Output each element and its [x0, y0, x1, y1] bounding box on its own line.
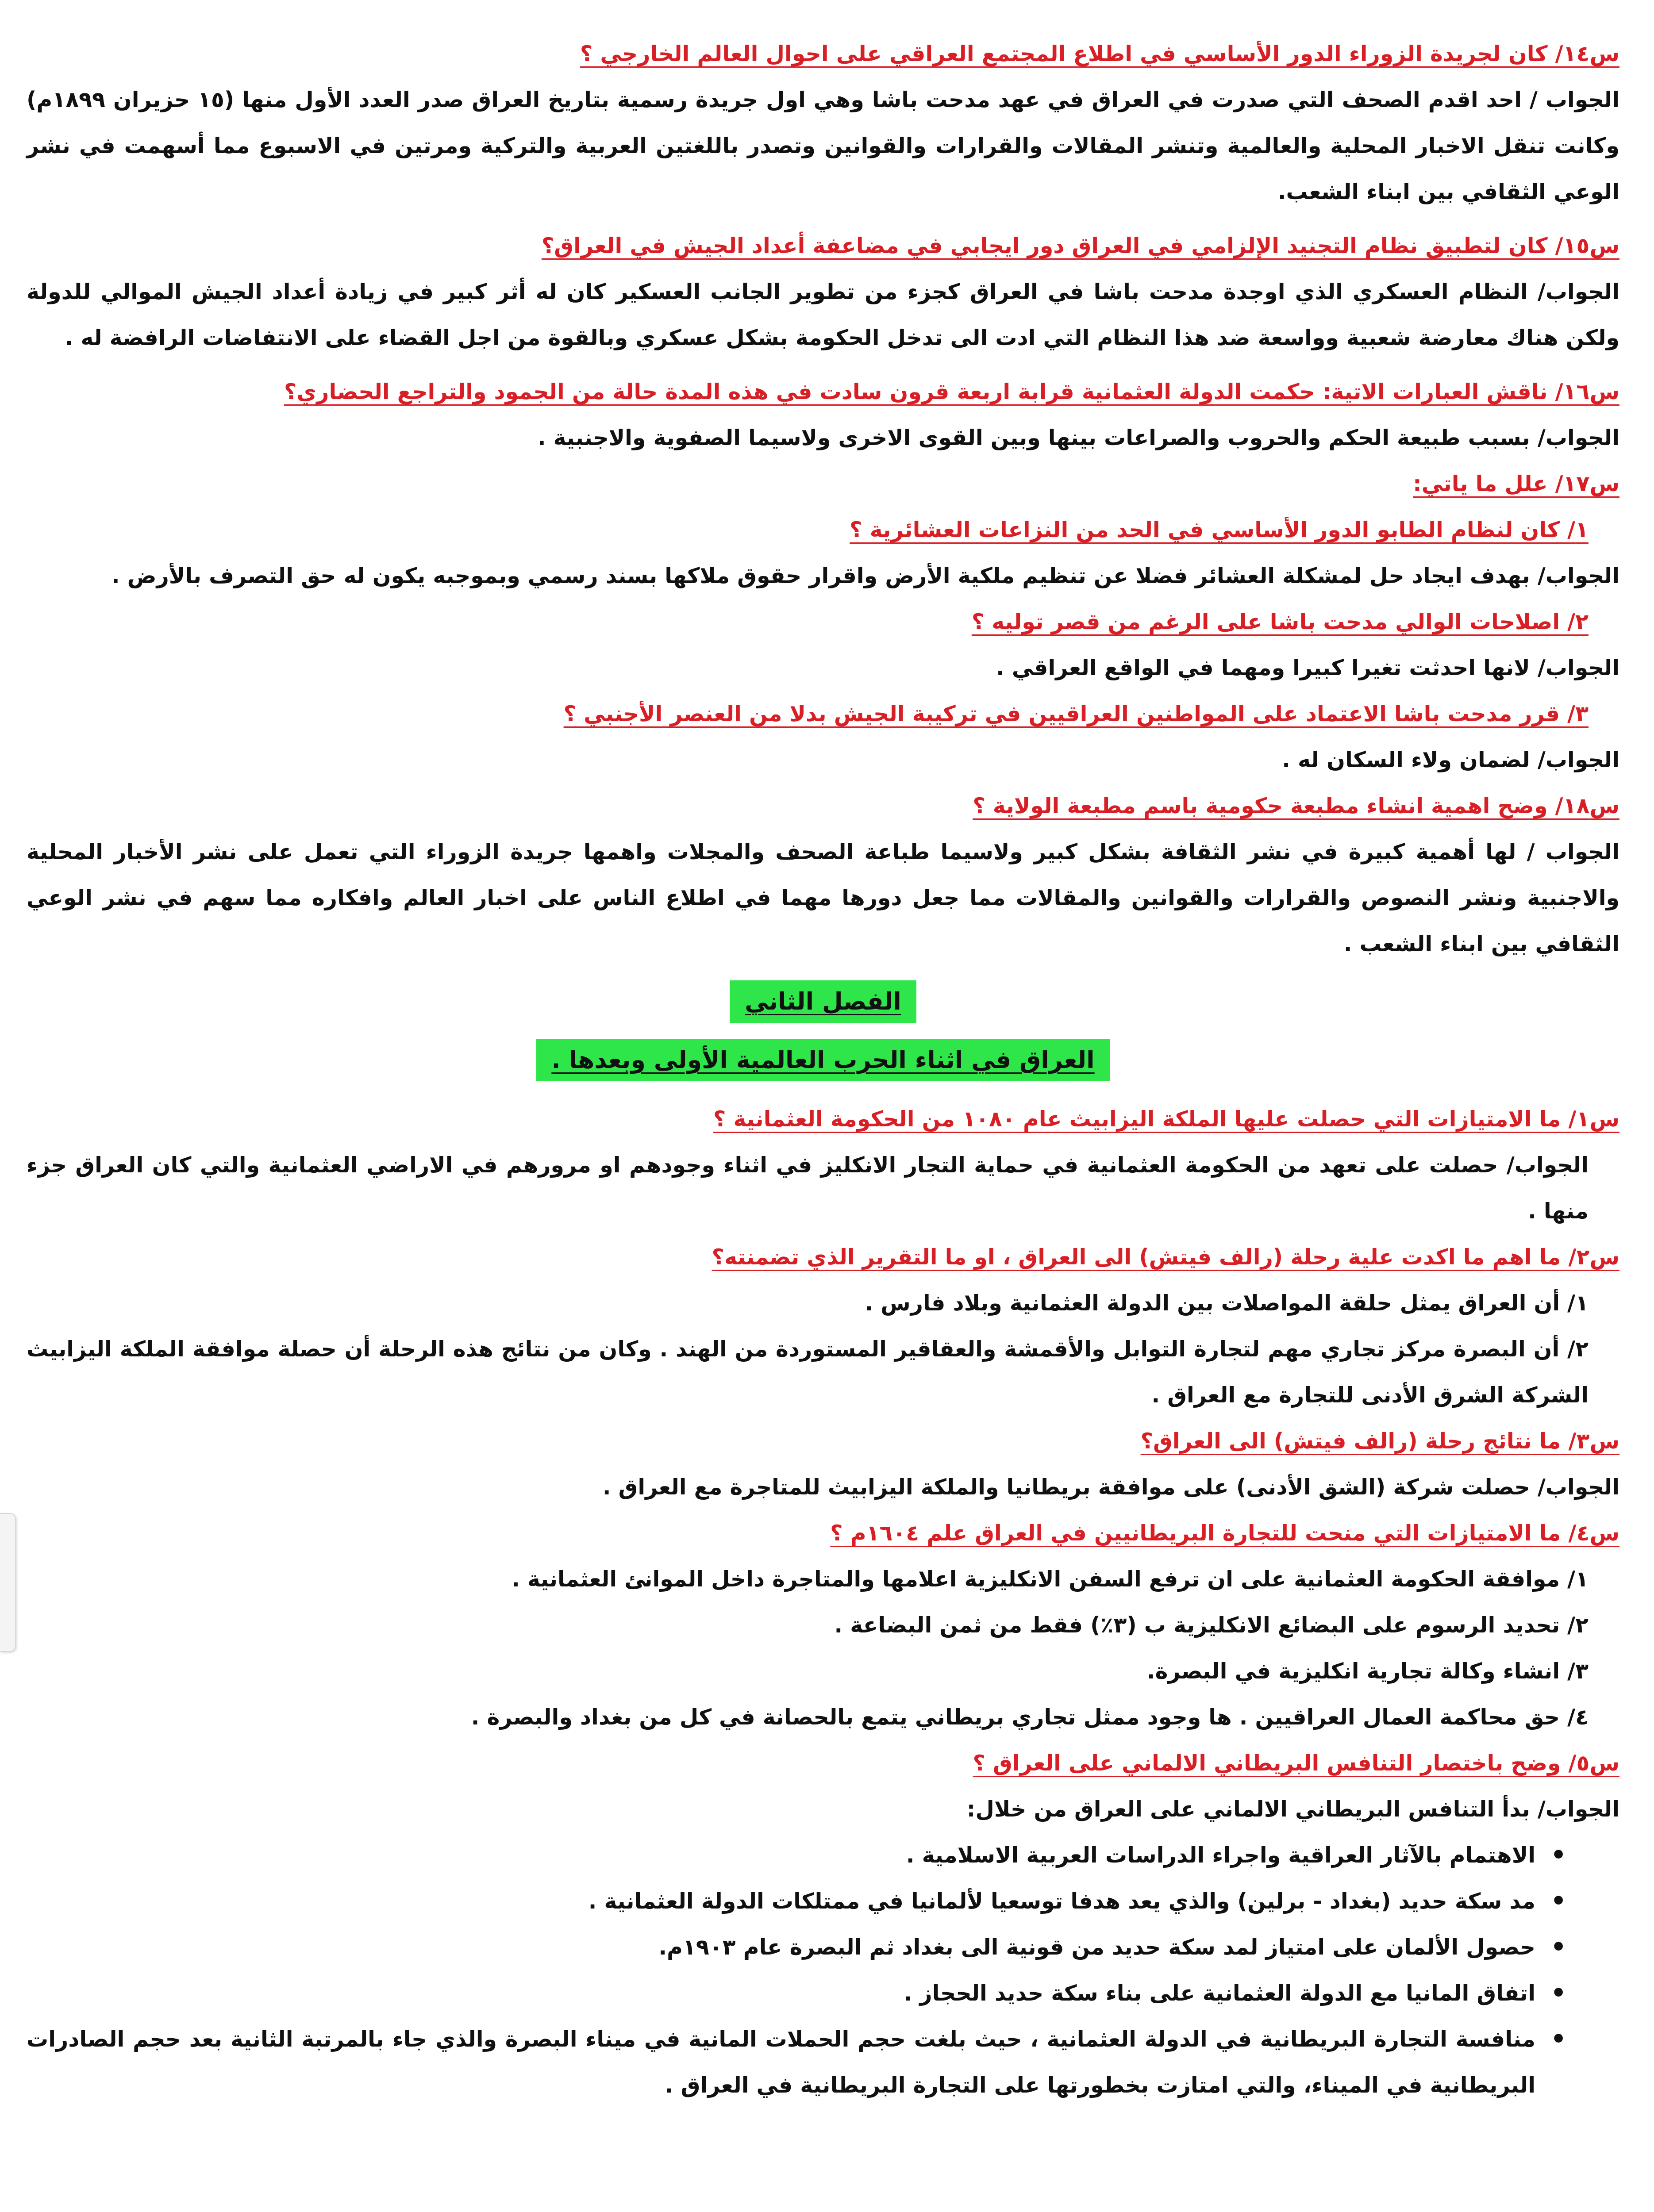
list-item-2-2-2: ٢/ أن البصرة مركز تجاري مهم لتجارة التوابل والأقمشة والعقاقير المستوردة من الهند . وكان من نتائج هذه الرحلة أن حصلة موافقة الملكة اليزابيث الشركة الشرق الأدنى للتجارة مع العراق .	[27, 1336, 1589, 1408]
question-18: س١٨/ وضح اهمية انشاء مطبعة حكومية باسم مطبعة الولاية ؟	[973, 793, 1619, 818]
answer-15: الجواب/ النظام العسكري الذي اوجدة مدحت باشا في العراق كجزء من تطوير الجانب العسكير كان له أثر كبير في زيادة أعداد الجيش الموالي للدولة ولكن هناك معارضة شعبية وواسعة ضد هذا النظام التي ادت الى تدخل الحكومة بشكل عسكري وبالقوة من اجل القضاء على الانتفاضات الرافضة له .	[27, 279, 1619, 350]
list-item-2-2-1: ١/ أن العراق يمثل حلقة المواصلات بين الدولة العثمانية وبلاد فارس .	[865, 1290, 1589, 1316]
bullet-item-2: • مد سكة حديد (بغداد - برلين) والذي يعد هدفا توسعيا لألمانيا في ممتلكات الدولة العثمانية .	[27, 1878, 1535, 1924]
list-item-2-4-3: ٣/ انشاء وكالة تجارية انكليزية في البصرة.	[1146, 1659, 1589, 1684]
question-17-item-1: ١/ كان لنظام الطابو الدور الأساسي في الحد من النزاعات العشائرية ؟	[850, 517, 1589, 542]
answer-17-item-2: الجواب/ لانها احدثت تغيرا كبيرا ومهما في الواقع العراقي .	[996, 655, 1619, 680]
document-page	[27, 31, 1619, 2212]
chapter-title: العراق في اثناء الحرب العالمية الأولى وبعدها .	[536, 1039, 1109, 1081]
bullet-item-5: • منافسة التجارة البريطانية في الدولة العثمانية ، حيث بلغت حجم الحملات المانية في ميناء البصرة والذي جاء بالمرتبة الثانية بعد حجم الصادرات البريطانية في الميناء، والتي امتازت بخطورتها على التجارة البريطانية في العراق .	[27, 2016, 1535, 2108]
bullet-list-2-5	[27, 1832, 1619, 2108]
question-17-item-2: ٢/ اصلاحات الوالي مدحت باشا على الرغم من قصر توليه ؟	[971, 609, 1589, 634]
bullet-item-4: • اتفاق المانيا مع الدولة العثمانية على بناء سكة حديد الحجاز .	[27, 1970, 1535, 2016]
answer-2-5: الجواب/ بدأ التنافس البريطاني الالماني على العراق من خلال:	[966, 1797, 1619, 1822]
question-16: س١٦/ ناقش العبارات الاتية: حكمت الدولة العثمانية قرابة اربعة قرون سادت في هذه المدة حالة من الجمود والتراجع الحضاري؟	[284, 379, 1619, 404]
question-15: س١٥/ كان لتطبيق نظام التجنيد الإلزامي في العراق دور ايجابي في مضاعفة أعداد الجيش في العراق؟	[541, 233, 1619, 258]
question-2-1: س١/ ما الامتيازات التي حصلت عليها الملكة اليزابيث عام ١٠٨٠ من الحكومة العثمانية ؟	[713, 1106, 1619, 1132]
question-2-4: س٤/ ما الامتيازات التي منحت للتجارة البريطانيين في العراق علم ١٦٠٤م ؟	[830, 1521, 1619, 1546]
answer-2-1: الجواب/ حصلت على تعهد من الحكومة العثمانية في حماية التجار الانكليز في اثناء وجودهم او مرورهم في الاراضي العثمانية والتي كان العراق جزء منها .	[27, 1152, 1589, 1224]
list-item-2-4-2: ٢/ تحديد الرسوم على البضائع الانكليزية ب (٣٪) فقط من ثمن البضاعة .	[834, 1613, 1589, 1638]
bullet-item-3: • حصول الألمان على امتياز لمد سكة حديد من قونية الى بغداد ثم البصرة عام ١٩٠٣م.	[27, 1924, 1535, 1970]
answer-18: الجواب / لها أهمية كبيرة في نشر الثقافة بشكل كبير ولاسيما طباعة الصحف والمجلات واهمها جريدة الزوراء التي تعمل على نشر الأخبار المحلية والاجنبية ونشر النصوص والقرارات والقوانين والمقالات مما جعل دورها مهما في اطلاع الناس على اخبار العالم وافكاره مما سهم في نشر الوعي الثقافي بين ابناء الشعب .	[27, 839, 1619, 956]
answer-17-item-3: الجواب/ لضمان ولاء السكان له .	[1282, 747, 1619, 772]
question-2-5: س٥/ وضح باختصار التنافس البريطاني الالماني على العراق ؟	[973, 1751, 1619, 1776]
chapter-label-wrap	[27, 979, 1619, 1025]
list-item-2-4-4: ٤/ حق محاكمة العمال العراقيين . ها وجود ممثل تجاري بريطاني يتمع بالحصانة في كل من بغداد والبصرة .	[471, 1705, 1589, 1730]
list-item-2-4-1: ١/ موافقة الحكومة العثمانية على ان ترفع السفن الانكليزية اعلامها والمتاجرة داخل الموانئ العثمانية .	[512, 1567, 1589, 1592]
question-2-3: س٣/ ما نتائج رحلة (رالف فيتش) الى العراق؟	[1140, 1429, 1619, 1454]
answer-2-3: الجواب/ حصلت شركة (الشق الأدنى) على موافقة بريطانيا والملكة اليزابيث للمتاجرة مع العراق .	[602, 1475, 1619, 1500]
answer-16: الجواب/ بسبب طبيعة الحكم والحروب والصراعات بينها وبين القوى الاخرى ولاسيما الصفوية والاجنبية .	[537, 425, 1619, 450]
question-14: س١٤/ كان لجريدة الزوراء الدور الأساسي في اطلاع المجتمع العراقي على احوال العالم الخارجي ؟	[580, 41, 1619, 66]
side-scroll-tab[interactable]	[0, 1513, 16, 1652]
chapter-label: الفصل الثاني	[730, 980, 916, 1023]
chapter-title-wrap	[27, 1038, 1619, 1084]
bullet-item-1: • الاهتمام بالآثار العراقية واجراء الدراسات العربية الاسلامية .	[27, 1832, 1535, 1878]
answer-14: الجواب / احد اقدم الصحف التي صدرت في العراق في عهد مدحت باشا وهي اول جريدة رسمية بتاريخ العراق صدر العدد الأول منها (١٥ حزيران ١٨٩٩م) وكانت تنقل الاخبار المحلية والعالمية وتنشر المقالات والقرارات والقوانين وتصدر باللغتين العربية والتركية ومرتين في الاسبوع مما أسهمت في نشر الوعي الثقافي بين ابناء الشعب.	[27, 87, 1619, 204]
question-17: س١٧/ علل ما ياتي:	[1413, 471, 1619, 496]
question-2-2: س٢/ ما اهم ما اكدت علية رحلة (رالف فيتش) الى العراق ، او ما التقرير الذي تضمنته؟	[712, 1244, 1619, 1270]
question-17-item-3: ٣/ قرر مدحت باشا الاعتماد على المواطنين العراقيين في تركيبة الجيش بدلا من العنصر الأجنبي ؟	[563, 701, 1589, 726]
answer-17-item-1: الجواب/ بهدف ايجاد حل لمشكلة العشائر فضلا عن تنظيم ملكية الأرض واقرار حقوق ملاكها بسند رسمي وبموجبه يكون له حق التصرف بالأرض .	[111, 563, 1619, 588]
